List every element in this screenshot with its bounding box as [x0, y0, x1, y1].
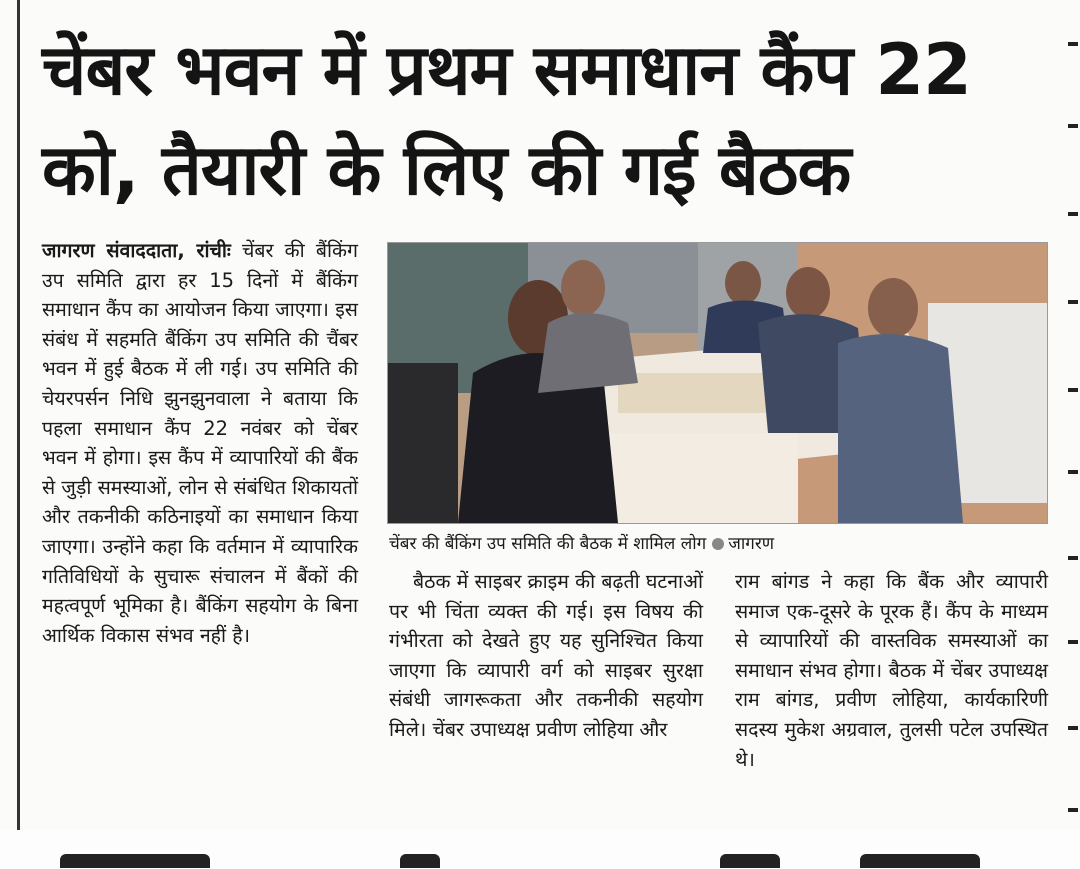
article-column-1	[42, 236, 358, 650]
column-rule	[17, 0, 20, 830]
news-photo	[387, 242, 1048, 524]
headline-line-1: चेंबर भवन में प्रथम समाधान कैंप 22	[42, 29, 971, 111]
dateline: जागरण संवाददाता, रांचीः	[42, 239, 231, 262]
article-text-1: चेंबर की बैंकिंग उप समिति द्वारा हर 15 दिनों में बैंकिंग समाधान कैंप का आयोजन किया जाएगा। इस संबंध में सहमति बैंकिंग उप समिति की चैंबर भवन में हुई बैठक में ली गई। उप समिति की चेयरपर्सन निधि झुनझुनवाला ने बताया कि पहला समाधान कैंप 22 नवंबर को चेंबर भवन में होगा। इस कैंप में व्यापारियों की बैंक से जुड़ी समस्याओं, लोन से संबंधित शिकायतों और तकनीकी कठिनाइयों का समाधान किया जाएगा। उन्होंने कहा कि वर्तमान में व्यापारिक गतिविधियों के सुचारू संचालन में बैंकों की महत्वपूर्ण भूमिका है। बैंकिंग सहयोग के बिना आर्थिक विकास संभव नहीं है।	[42, 239, 358, 647]
photo-credit: जागरण	[728, 534, 775, 554]
next-headline-fragment	[0, 830, 1080, 869]
caption-text: चेंबर की बैंकिंग उप समिति की बैठक में शामिल लोग	[389, 534, 707, 554]
article-column-2: बैठक में साइबर क्राइम की बढ़ती घटनाओं पर भी चिंता व्यक्त की गई। इस विषय की गंभीरता को देखते हुए यह सुनिश्चित किया जाएगा कि व्यापारी वर्ग को साइबर सुरक्षा संबंधी जागरूकता और तकनीकी सहयोग मिले। चेंबर उपाध्यक्ष प्रवीण लोहिया और	[389, 570, 703, 741]
bullet-icon	[712, 538, 724, 550]
adjacent-page-edge	[1066, 0, 1080, 869]
headline-line-2: को, तैयारी के लिए की गई बैठक	[42, 129, 851, 211]
article-column-3: राम बांगड ने कहा कि बैंक और व्यापारी समाज एक-दूसरे के पूरक हैं। कैंप के माध्यम से व्यापारियों की वास्तविक समस्याओं का समाधान संभव होगा। बैठक में चेंबर उपाध्यक्ष राम बांगड, प्रवीण लोहिया, कार्यकारिणी सदस्य मुकेश अग्रवाल, तुलसी पटेल उपस्थित थे।	[735, 570, 1048, 771]
photo-caption	[389, 532, 1049, 556]
headline	[42, 20, 1062, 220]
